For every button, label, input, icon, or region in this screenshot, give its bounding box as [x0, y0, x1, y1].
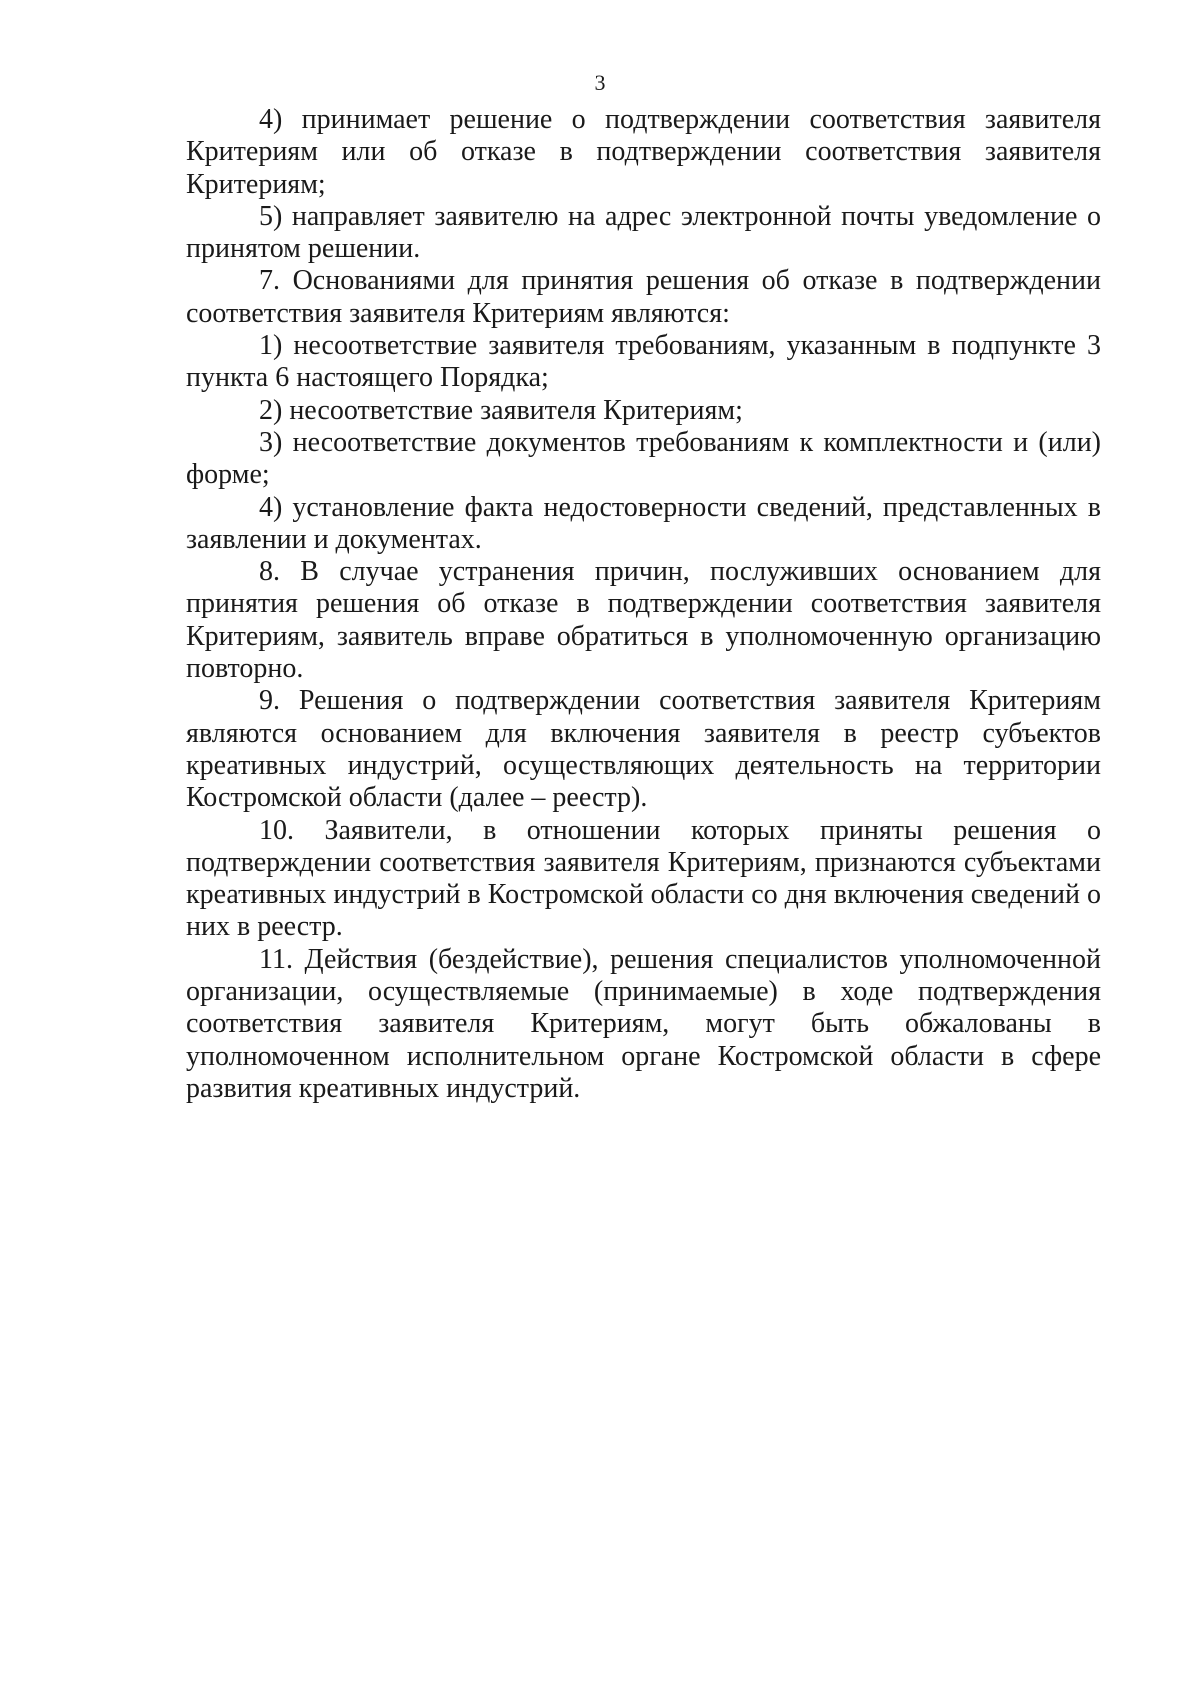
paragraph-7-refusal-grounds: 7. Основаниями для принятия решения об отказе в подтверждении соответствия заявителя Критериям являются:: [186, 265, 1101, 329]
paragraph-ground-3: 3) несоответствие документов требованиям к комплектности и (или) форме;: [186, 426, 1101, 491]
paragraph-item-5-notification: 5) направляет заявителю на адрес электронной почты уведомление о принятом решении.: [186, 200, 1101, 265]
paragraph-ground-1: 1) несоответствие заявителя требованиям, указанным в подпункте 3 пункта 6 настоящего Порядка;: [186, 330, 1101, 394]
paragraph-item-4-decision: 4) принимает решение о подтверждении соответствия заявителя Критериям или об отказе в подтверждении соответствия заявителя Критериям;: [186, 104, 1101, 200]
paragraph-9-registry-inclusion: 9. Решения о подтверждении соответствия заявителя Критериям являются основанием для включения заявителя в реестр субъектов креативных индустрий, осуществляющих деятельность на территории Костромской области (далее – реестр).: [186, 685, 1101, 814]
paragraph-11-appeal: 11. Действия (бездействие), решения специалистов уполномоченной организации, осуществляемые (принимаемые) в ходе подтверждения соответствия заявителя Критериям, могут быть обжалованы в уполномоченном исполнительном органе Костромской области в сфере развития креативных индустрий.: [186, 943, 1101, 1104]
paragraph-8-reapplication: 8. В случае устранения причин, послуживших основанием для принятия решения об отказе в подтверждении соответствия заявителя Критериям, заявитель вправе обратиться в уполномоченную организацию повторно.: [186, 556, 1101, 685]
page-number: 3: [594, 70, 606, 95]
paragraph-ground-2: 2) несоответствие заявителя Критериям;: [259, 394, 743, 426]
paragraph-ground-4: 4) установление факта недостоверности сведений, представленных в заявлении и документах.: [186, 491, 1101, 555]
document-body: [186, 104, 1101, 1105]
paragraph-10-recognition: 10. Заявители, в отношении которых приняты решения о подтверждении соответствия заявителя Критериям, признаются субъектами креативных индустрий в Костромской области со дня включения сведений о них в реестр.: [186, 814, 1101, 943]
